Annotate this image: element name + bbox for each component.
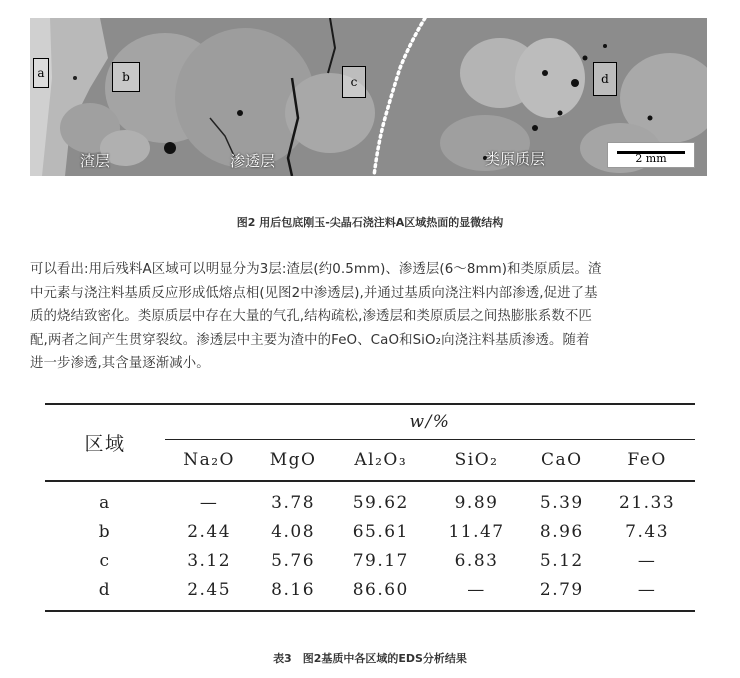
value-cell: 2.79 — [524, 575, 599, 611]
paragraph-line: 中元素与浇注料基质反应形成低熔点相(见图2中渗透层),并通过基质向浇注料内部渗透,促进了基 — [30, 285, 598, 301]
micrograph-figure — [30, 18, 707, 176]
value-cell: 8.16 — [253, 575, 333, 611]
value-cell: 3.12 — [187, 550, 232, 571]
value-cell: 6.83 — [454, 550, 499, 571]
column-header-cao: CaO — [524, 440, 599, 482]
value-cell: 79.17 — [352, 550, 409, 571]
region-marker-label: a — [37, 66, 45, 80]
column-header-mgo: MgO — [253, 440, 333, 482]
figure-caption: 图2 用后包底刚玉-尖晶石浇注料A区域热面的显微结构 — [236, 216, 504, 229]
region-marker-d — [593, 62, 617, 96]
value-cell: 5.12 — [539, 550, 584, 571]
column-header-al2o3: Al₂O₃ — [333, 440, 429, 482]
value-cell: 86.60 — [333, 575, 429, 611]
body-paragraph — [30, 258, 712, 376]
value-cell: 5.39 — [539, 492, 584, 513]
paragraph-line: 进一步渗透,其含量逐渐减小。 — [30, 356, 210, 371]
column-header-na2o: Na₂O — [165, 440, 253, 482]
column-header-sio2: SiO₂ — [429, 440, 525, 482]
table-row — [45, 481, 695, 517]
region-marker-b — [112, 62, 140, 92]
micrograph-image — [30, 18, 707, 176]
column-header-feo: FeO — [599, 440, 695, 482]
value-cell: — — [599, 575, 695, 611]
value-cell: 9.89 — [454, 492, 499, 513]
scale-bar-label: 2 mm — [635, 152, 667, 165]
scale-bar — [607, 142, 695, 168]
region-marker-a — [33, 58, 49, 88]
value-cell: 4.08 — [271, 521, 316, 542]
region-column-header: 区域 — [45, 404, 165, 481]
value-cell: 65.61 — [352, 521, 409, 542]
label-penetration-layer: 渗透层 — [230, 152, 276, 170]
region-cell: c — [99, 550, 111, 571]
label-slag-layer: 渣层 — [80, 152, 111, 170]
value-cell: 2.45 — [165, 575, 253, 611]
paragraph-line: 质的烧结致密化。类原质层中存在大量的气孔,结构疏松,渗透层和类原质层之间热膨胀系数不匹 — [30, 309, 592, 324]
value-cell: 11.47 — [448, 521, 505, 542]
value-cell: 21.33 — [619, 492, 676, 513]
table-caption: 表3 图2基质中各区域的EDS分析结果 — [273, 652, 467, 665]
paragraph-line: 可以看出:用后残料A区域可以明显分为3层:渣层(约0.5mm)、渗透层(6～8mm)和类原质层。渣 — [30, 262, 602, 277]
region-marker-label: b — [122, 70, 130, 84]
mass-fraction-header: w/% — [165, 404, 695, 440]
value-cell: — — [637, 550, 657, 571]
table-row — [45, 546, 695, 575]
region-marker-label: c — [350, 75, 358, 89]
region-cell: a — [99, 492, 111, 513]
table-row — [45, 517, 695, 546]
value-cell: 8.96 — [539, 521, 584, 542]
region-cell: b — [98, 521, 112, 542]
value-cell: 7.43 — [625, 521, 670, 542]
region-marker-label: d — [601, 72, 609, 86]
value-cell: 3.78 — [271, 492, 316, 513]
table-row — [45, 575, 695, 611]
value-cell: — — [199, 492, 219, 513]
region-cell: d — [45, 575, 165, 611]
paragraph-line: 配,两者之间产生贯穿裂纹。渗透层中主要为渣中的FeO、CaO和SiO₂向浇注料基质渗透。随着 — [30, 332, 590, 348]
eds-results-table — [45, 403, 695, 612]
value-cell: — — [429, 575, 525, 611]
region-marker-c — [342, 66, 366, 98]
value-cell: 2.44 — [187, 521, 232, 542]
value-cell: 59.62 — [352, 492, 409, 513]
value-cell: 5.76 — [271, 550, 316, 571]
label-original-layer: 类原质层 — [485, 150, 546, 168]
